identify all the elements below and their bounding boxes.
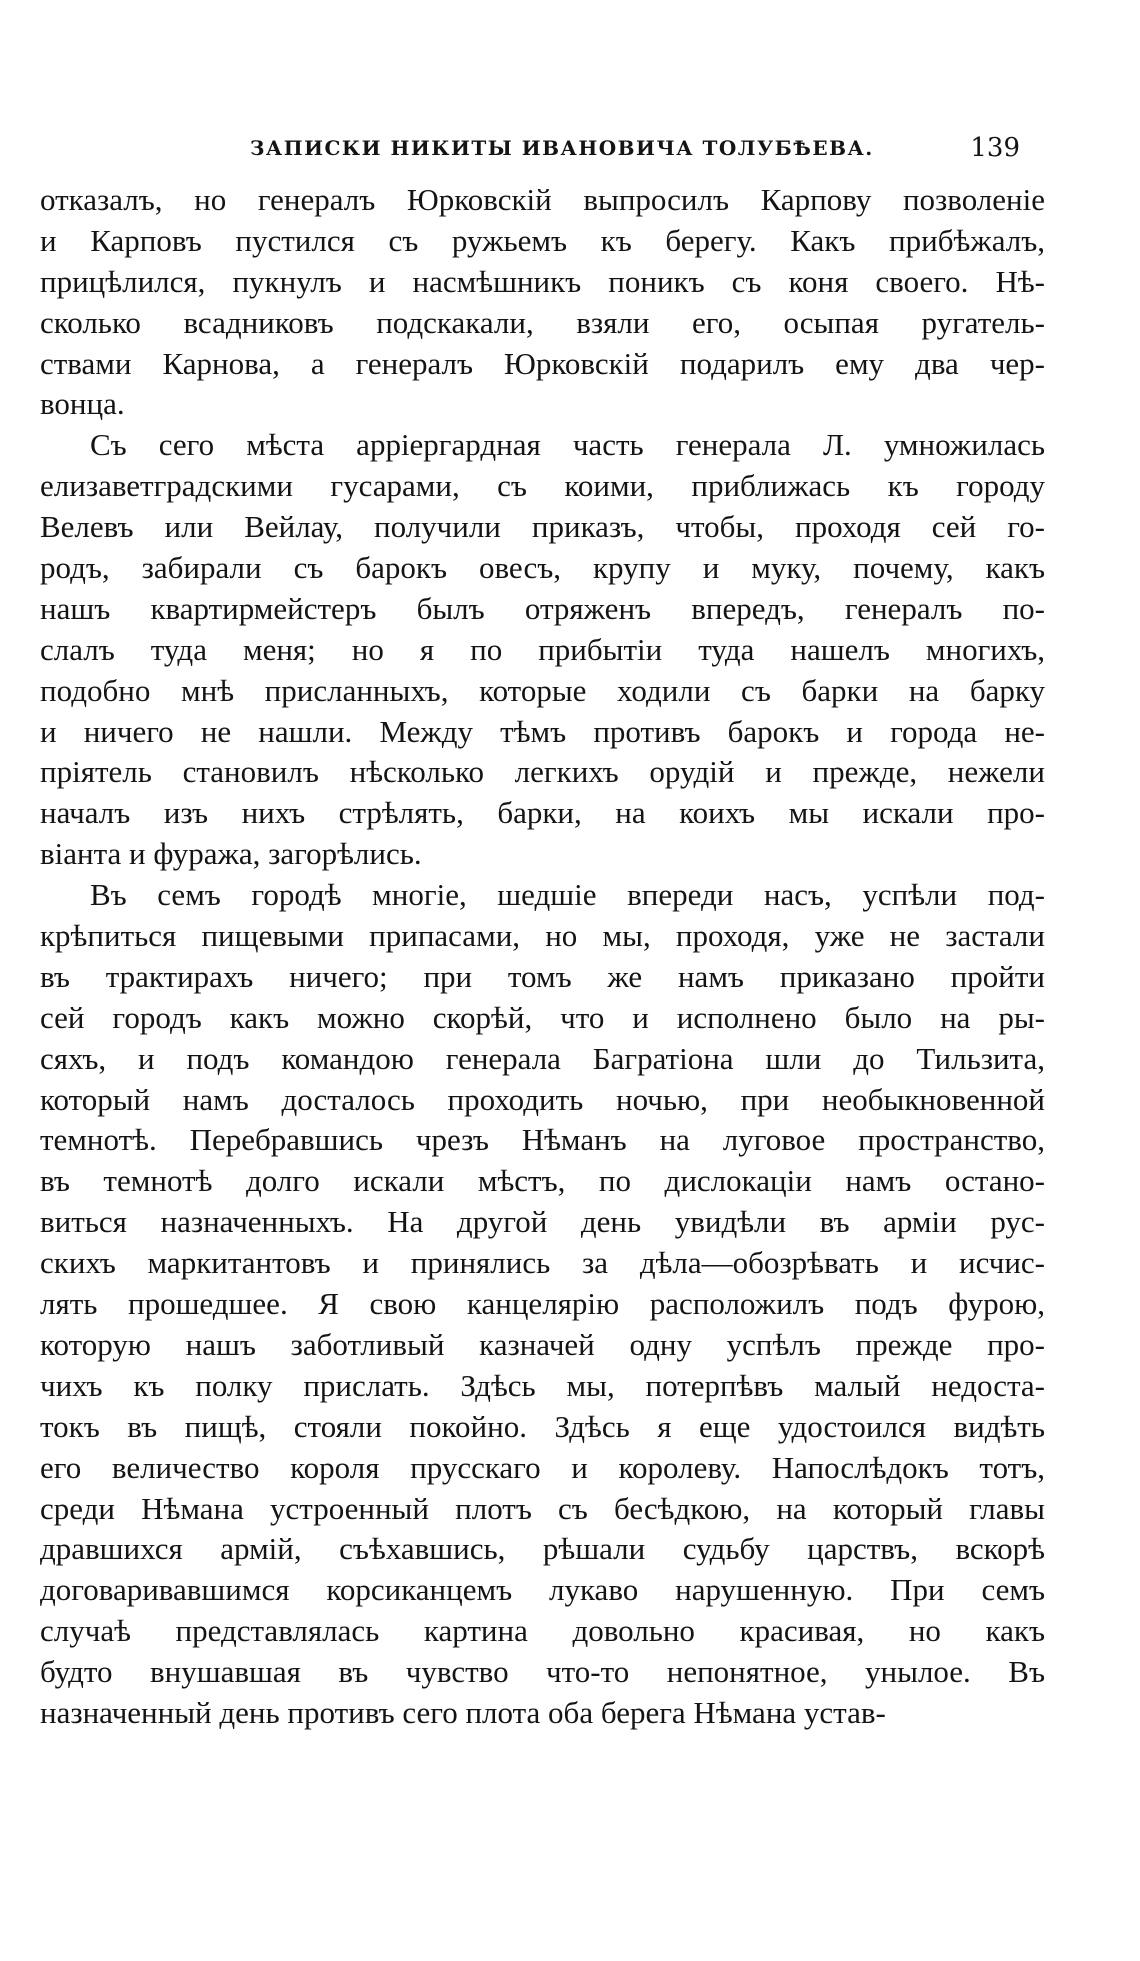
text-line: договаривавшимся корсиканцемъ лукаво нарушенную. При семъ (40, 1572, 1045, 1608)
text-line: сяхъ, и подъ командою генерала Багратіона шли до Тильзита, (40, 1040, 1045, 1076)
text-line: его величество короля прусскаго и королеву. Напослѣдокъ тотъ, (40, 1449, 1045, 1485)
text-line: назначенный день противъ сего плота оба берега Нѣмана устав- (40, 1694, 886, 1730)
text-line: темнотѣ. Перебравшись чрезъ Нѣманъ на луговое пространство, (40, 1122, 1045, 1158)
page-number: 139 (970, 133, 1020, 163)
running-title: ЗАПИСКИ НИКИТЫ ИВАНОВИЧА ТОЛУБѢЕВА. (250, 136, 874, 160)
text-line: подобно мнѣ присланныхъ, которые ходили съ барки на барку (40, 672, 1045, 708)
text-line: віанта и фуража, загорѣлись. (40, 836, 422, 872)
text-line: нашъ квартирмейстеръ былъ отряженъ впередъ, генералъ по- (40, 590, 1045, 626)
text-line: слалъ туда меня; но я по прибытіи туда нашелъ многихъ, (40, 631, 1045, 667)
text-line: лять прошедшее. Я свою канцелярію расположилъ подъ фурою, (40, 1286, 1045, 1322)
text-line: будто внушавшая въ чувство что-то непонятное, унылое. Въ (40, 1654, 1045, 1690)
text-line: пріятель становилъ нѣсколько легкихъ орудій и прежде, нежели (40, 754, 1045, 790)
text-line: токъ въ пищѣ, стояли покойно. Здѣсь я еще удостоился видѣть (40, 1408, 1045, 1444)
text-line: ствами Карнова, а генералъ Юрковскій подарилъ ему два чер- (40, 345, 1045, 381)
text-line: въ трактирахъ ничего; при томъ же намъ приказано пройти (40, 958, 1045, 994)
text-line: случаѣ представлялась картина довольно красивая, но какъ (40, 1613, 1045, 1649)
text-line: Съ сего мѣста арріергардная часть генерала Л. умножилась (90, 427, 1045, 463)
text-line: среди Нѣмана устроенный плотъ съ бесѣдкою, на который главы (40, 1490, 1045, 1526)
text-line: дравшихся армій, съѣхавшись, рѣшали судьбу царствъ, вскорѣ (40, 1531, 1045, 1567)
paragraph (40, 180, 1045, 425)
text-line: чихъ къ полку прислать. Здѣсь мы, потерпѣвъ малый недоста- (40, 1367, 1045, 1403)
text-line: сей городъ какъ можно скорѣй, что и исполнено было на ры- (40, 999, 1045, 1035)
text-line: родъ, забирали съ барокъ овесъ, крупу и муку, почему, какъ (40, 550, 1045, 586)
body-text (40, 180, 1045, 1734)
running-header (250, 128, 1020, 168)
text-line: въ темнотѣ долго искали мѣстъ, по дислокаціи намъ остано- (40, 1163, 1045, 1199)
text-line: Велевъ или Вейлау, получили приказъ, чтобы, проходя сей го- (40, 509, 1045, 545)
text-line: вонца. (40, 386, 125, 422)
text-line: началъ изъ нихъ стрѣлять, барки, на коихъ мы искали про- (40, 795, 1045, 831)
text-line: скихъ маркитантовъ и принялись за дѣла—обозрѣвать и исчис- (40, 1245, 1045, 1281)
text-line: который намъ досталось проходить ночью, при необыкновенной (40, 1081, 1045, 1117)
paragraph (40, 425, 1045, 875)
text-line: крѣпиться пищевыми припасами, но мы, проходя, уже не застали (40, 918, 1045, 954)
text-line: Въ семъ городѣ многіе, шедшіе впереди насъ, успѣли под- (90, 877, 1045, 913)
text-line: прицѣлился, пукнулъ и насмѣшникъ поникъ съ коня своего. Нѣ- (40, 263, 1045, 299)
text-line: сколько всадниковъ подскакали, взяли его, осыпая ругатель- (40, 304, 1045, 340)
paragraph (40, 875, 1045, 1734)
text-line: виться назначенныхъ. На другой день увидѣли въ арміи рус- (40, 1204, 1045, 1240)
text-line: отказалъ, но генералъ Юрковскій выпросилъ Карпову позволеніе (40, 182, 1045, 217)
text-line: и ничего не нашли. Между тѣмъ противъ барокъ и города не- (40, 713, 1045, 749)
text-line: елизаветградскими гусарами, съ коими, приближась къ городу (40, 468, 1045, 504)
text-line: которую нашъ заботливый казначей одну успѣлъ прежде про- (40, 1326, 1045, 1362)
text-line: и Карповъ пустился съ ружьемъ къ берегу. Какъ прибѣжалъ, (40, 222, 1045, 258)
